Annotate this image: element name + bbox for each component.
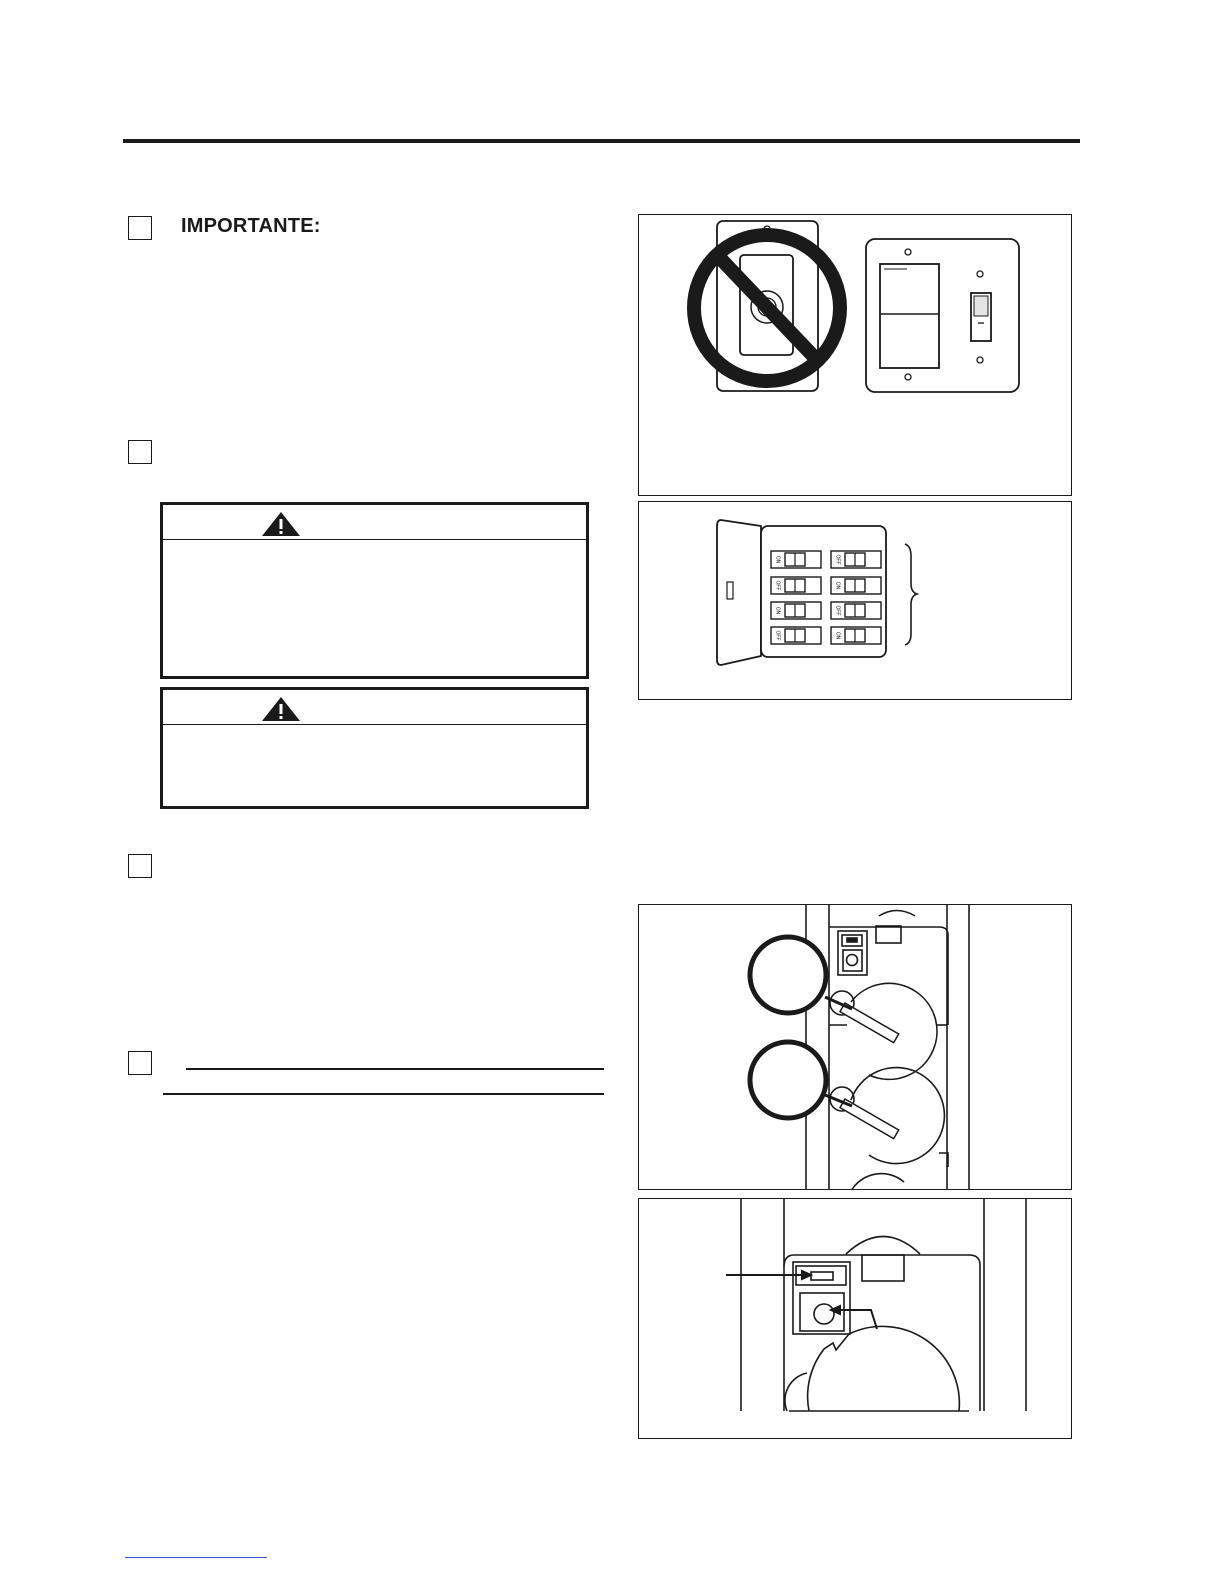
step-2-checkbox[interactable] xyxy=(128,440,152,464)
warning-box-2 xyxy=(160,687,589,809)
step-4-heading-rule xyxy=(186,1068,604,1070)
circuit-breaker xyxy=(771,627,821,644)
warning-triangle-icon xyxy=(261,696,301,722)
callout-circle-top xyxy=(750,937,826,1013)
circuit-breaker xyxy=(771,602,821,619)
circuit-breaker xyxy=(831,577,881,594)
circuit-breaker xyxy=(831,551,881,568)
warning-box-2-header xyxy=(163,690,586,725)
important-heading: IMPORTANTE: xyxy=(181,215,321,237)
figure-breaker-panel xyxy=(638,501,1072,700)
breaker-label: ON xyxy=(834,631,841,640)
switch-wall-plate xyxy=(866,239,1019,392)
footer-link[interactable] xyxy=(125,1557,267,1558)
breaker-label: ON xyxy=(834,581,841,590)
breaker-group-brace xyxy=(905,544,917,645)
warning-box-1-header xyxy=(163,505,586,540)
header-rule xyxy=(123,139,1080,143)
callout-circle-bottom xyxy=(750,1042,826,1118)
breaker-label: OFF xyxy=(834,554,841,565)
breaker-label: ON xyxy=(774,606,781,615)
panel-door xyxy=(717,520,761,665)
circuit-breaker xyxy=(771,551,821,568)
step-1-checkbox[interactable] xyxy=(128,216,152,240)
step-3-checkbox[interactable] xyxy=(128,854,152,878)
warning-triangle-icon xyxy=(261,511,301,537)
circuit-breaker xyxy=(831,627,881,644)
circuit-breaker xyxy=(771,577,821,594)
breaker-label: OFF xyxy=(774,630,781,641)
step-4-subheading-rule xyxy=(163,1093,604,1095)
breaker-label: OFF xyxy=(774,580,781,591)
warning-box-1 xyxy=(160,502,589,679)
figure-motor-switches xyxy=(638,904,1072,1190)
step-4-checkbox[interactable] xyxy=(128,1051,152,1075)
figure-wall-controls xyxy=(638,214,1072,496)
circuit-breaker xyxy=(831,602,881,619)
breaker-label: OFF xyxy=(834,605,841,616)
figure-switch-closeup xyxy=(638,1198,1072,1439)
breaker-label: ON xyxy=(774,555,781,564)
